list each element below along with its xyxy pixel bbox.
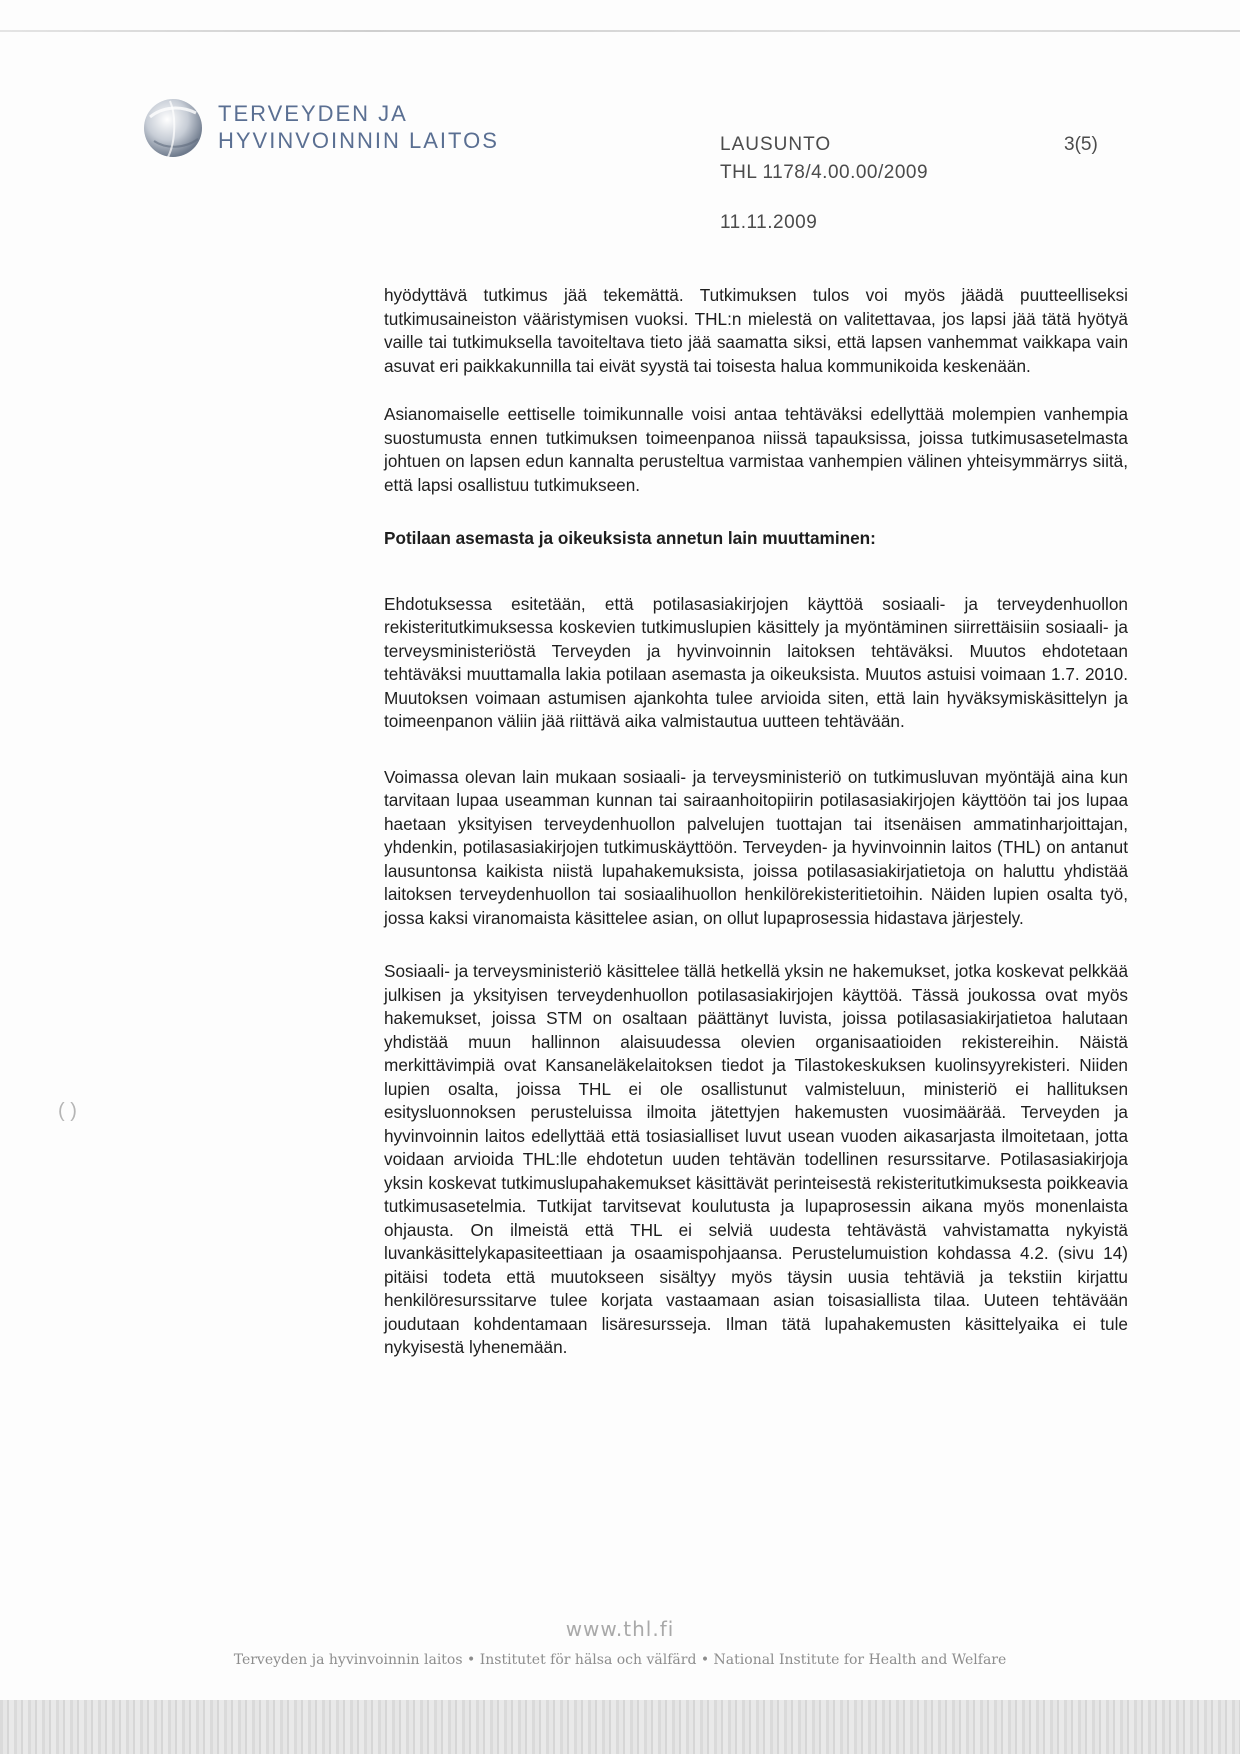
footer-institution-line: Terveyden ja hyvinvoinnin laitos • Institutet för hälsa och välfärd • National Institute for Health and Welfare — [233, 1652, 1007, 1668]
document-body — [384, 284, 1128, 1385]
section-heading: Potilaan asemasta ja oikeuksista annetun lain muuttaminen: — [384, 528, 876, 548]
scan-edge-top — [0, 30, 1240, 32]
document-date: 11.11.2009 — [720, 212, 818, 233]
org-name-line1: TERVEYDEN JA — [218, 101, 408, 126]
document-type: LAUSUNTO — [720, 134, 832, 155]
page-number: 3(5) — [1064, 134, 1098, 155]
scan-edge-bottom — [0, 1700, 1240, 1754]
paragraph-2: Asianomaiselle eettiselle toimikunnalle voisi antaa tehtäväksi edellyttää molempien vanhempia suostumusta ennen tutkimuksen toimeenpanoa niissä tapauksissa, joissa tutkimusasetelmasta johtuen on lapsen edun kannalta perusteltua varmistaa vanhempien välinen yhteisymmärrys siitä, että lapsi osallistuu tutkimukseen. — [384, 404, 1128, 495]
org-name-line2: HYVINVOINNIN LAITOS — [218, 128, 499, 153]
paragraph-4: Voimassa olevan lain mukaan sosiaali- ja terveysministeriö on tutkimusluvan myöntäjä aina kun tarvitaan lupaa useamman kunnan tai sairaanhoitopiirin potilasasiakirjojen käyttöön tai jos lupaa haetaan yksityisen terveydenhuollon palvelujen tuottajan tai itsenäisen ammatinharjoittajan, yhdenkin, potilasasiakirjojen tutkimuskäyttöön. Terveyden- ja hyvinvoinnin laitos (THL) on antanut lausuntonsa kaikista niistä lupahakemuksista, joissa potilasasiakirjatietoja on haluttu yhdistää laitoksen terveydenhuollon tai sosiaalihuollon henkilörekisteritietoihin. Näiden lupien osalta työ, jossa kaksi viranomaista käsittelee asian, on ollut lupaprosessia hidastava järjestely. — [384, 766, 1128, 928]
paragraph-1: hyödyttävä tutkimus jää tekemättä. Tutkimuksen tulos voi myös jäädä puutteelliseksi tutkimusaineiston vääristymisen vuoksi. THL:n mielestä on valitettavaa, jos lapsi jää tätä hyötyä vaille tai tutkimuksella tavoiteltava tieto jää saamatta siksi, että lapsen vanhemmat vaikkapa vain asuvat eri paikkakunnilla tai eivät syystä tai toisesta halua kommunikoida keskenään. — [384, 285, 1128, 376]
reference-number: THL 1178/4.00.00/2009 — [720, 162, 929, 183]
footer-url: www.thl.fi — [565, 1617, 675, 1641]
paragraph-5: Sosiaali- ja terveysministeriö käsittelee tällä hetkellä yksin ne hakemukset, jotka koskevat pelkkää julkisen ja yksityisen terveydenhuollon potilasasiakirjojen käyttöä. Tässä joukossa ovat myös hakemukset, joissa STM on osaltaan päättänyt luvista, joissa potilasasiakirjatietoa halutaan yhdistää muun hallinnon alaisuudessa olevien organisaatioiden rekistereihin. Näistä merkittävimpiä ovat Kansaneläkelaitoksen tiedot ja Tilastokeskuksen kuolinsyyrekisteri. Niiden lupien osalta, joissa THL ei ole osallistunut valmisteluun, ministeriö ei hallituksen esitysluonnoksen perusteluissa ilmoita jätettyjen hakemusten vuosimäärää. Terveyden ja hyvinvoinnin laitos edellyttää että tosiasialliset luvut usean vuoden aikasarjasta ilmoitetaan, jotta voidaan arvioida THL:lle ehdotetun uuden tehtävän todellinen resurssitarve. Potilasasiakirjoja yksin koskevat tutkimuslupahakemukset käsittävät perinteisestä rekisteritutkimuksesta poikkeavia tutkimusasetelmia. Tutkijat tarvitsevat koulutusta ja lupaprosessin aikana myös monenlaista ohjausta. On ilmeistä että THL ei selviä uudesta tehtävästä vahvistamatta nykyistä luvankäsittelykapasiteettiaan ja osaamispohjaansa. Perustelumuistion kohdassa 4.2. (sivu 14) pitäisi todeta että muutokseen sisältyy myös täysin uusia tehtäviä ja tekstiin kirjattu henkilöresurssitarve tulee korjata vastaamaan asian toisasiallista tilaa. Uuteen tehtävään joudutaan kohdentamaan lisäresursseja. Ilman tätä lupahakemusten käsittelyaika ei tule nykyisestä lyhenemään. — [384, 961, 1128, 1357]
globe-logo-icon — [140, 95, 206, 161]
organization-name — [218, 100, 499, 154]
paragraph-3: Ehdotuksessa esitetään, että potilasasiakirjojen käyttöä sosiaali- ja terveydenhuollon rekisteritutkimuksessa koskevien tutkimuslupien käsittely ja myöntäminen siirrettäisiin sosiaali- ja terveysministeriöstä Terveyden ja hyvinvoinnin laitoksen tehtäväksi. Muutos ehdotetaan tehtäväksi muuttamalla lakia potilaan asemasta ja oikeuksista. Muutos astuisi voimaan 1.7. 2010. Muutoksen voimaan astumisen ajankohta tulee arvioida siten, että lain hyväksymiskäsittelyn ja toimeenpanon väliin jää riittävä aika valmistautua uutteen tehtävään. — [384, 593, 1128, 731]
margin-hole-mark: ( ) — [58, 1100, 77, 1122]
